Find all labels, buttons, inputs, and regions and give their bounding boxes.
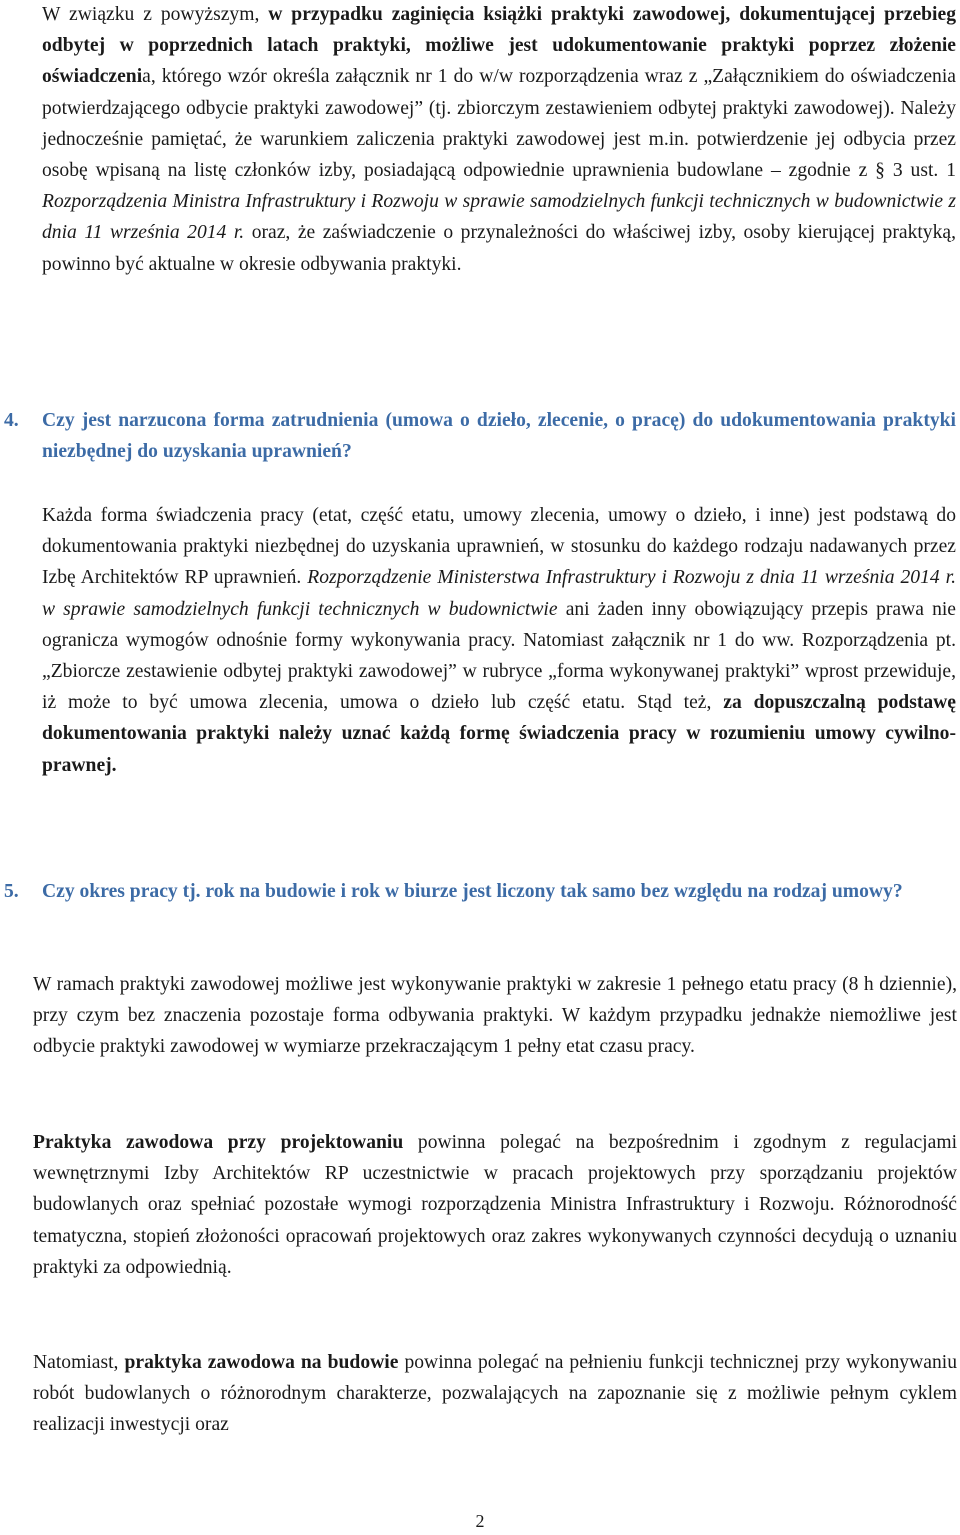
p1-italic-1: Rozporządzenia Ministra Infrastruktury i Rozwoju w sprawie samodzielnych funkcji technicznych w budownictwie z dnia 11 września 2014 r. (42, 191, 956, 244)
p2-text-2: ani żaden inny obowiązujący przepis prawa nie ogranicza wymogów odnośnie formy wykonywania pracy. Natomiast załącznik nr 1 do ww. Rozporządzenia pt. „Zbiorcze zestawienie odbytej praktyki zawodowej” w rubryce „forma wykonywanej praktyki” wprost przewiduje, iż może to być umowa zlecenia, umowa o dzieło lub część etatu. Stąd też, (42, 598, 957, 714)
p2-bold-1: za dopuszczalną podstawę dokumentowania praktyki należy uznać każdą formę świadczenia pracy w rozumieniu umowy cywilno-prawnej. (42, 692, 956, 776)
question-5-text: Czy okres pracy tj. rok na budowie i rok w biurze jest liczony tak samo bez względu na rodzaj umowy? (42, 881, 903, 902)
p1-bold-1: w przypadku zaginięcia książki praktyki zawodowej, dokumentującej przebieg odbytej w poprzednich latach praktyki, możliwe jest udokumentowanie praktyki poprzez złożenie oświadczeni (42, 4, 956, 88)
p1-text-2: a, którego wzór określa załącznik nr 1 do w/w rozporządzenia wraz z „Załącznikiem do oświadczenia potwierdzającego odbycie praktyki zawodowej” (tj. zbiorczym zestawieniem odbytej praktyki zawodowej). Należy jednocześnie pamiętać, że warunkiem zaliczenia praktyki zawodowej jest m.in. potwierdzenie jej odbycia przez osobę wpisaną na listę członków izby, posiadającą odpowiednie uprawnienia budowlane – zgodnie z § 3 ust. 1 (42, 66, 956, 182)
p1-text-1: W związku z powyższym, (42, 4, 269, 25)
p2-text-1: Każda forma świadczenia pracy (etat, część etatu, umowy zlecenia, umowy o dzieło, i inne) jest podstawą do dokumentowania praktyki niezbędnej do uzyskania uprawnień, w stosunku do każdego rodzaju nadawanych przez Izbę Architektów RP uprawnień. (42, 505, 956, 589)
p2-italic-1: Rozporządzenie Ministerstwa Infrastruktury i Rozwoju z dnia 11 września 2014 r. w sprawie samodzielnych funkcji technicznych w budownictwie (42, 567, 956, 620)
p4-text-1: powinna polegać na bezpośrednim i zgodnym z regulacjami wewnętrznymi Izby Architektów RP uczestnictwie w pracach projektowych przy sporządzaniu projektów budowlanych oraz spełniać pozostałe wymogi rozporządzenia Ministra Infrastruktury i Rozwoju. Różnorodność tematyczna, stopień złożoności opracowań projektowych oraz zakres wykonywanych czynności decydują o uznaniu praktyki za odpowiednią. (33, 1132, 958, 1278)
paragraph-site-practice (33, 1347, 957, 1441)
question-4-number: 4. (4, 410, 19, 431)
question-5-number: 5. (4, 881, 19, 902)
paragraph-design-practice (33, 1127, 957, 1283)
question-4-text: Czy jest narzucona forma zatrudnienia (umowa o dzieło, zlecenie, o pracę) do udokumentowania praktyki niezbędnej do uzyskania uprawnień? (42, 410, 956, 463)
paragraph-missing-logbook (42, 0, 956, 280)
question-5-heading (4, 876, 956, 907)
p5-bold-1: praktyka zawodowa na budowie (124, 1352, 399, 1373)
paragraph-employment-forms (42, 500, 956, 781)
question-4-heading (4, 405, 956, 467)
p4-bold-1: Praktyka zawodowa przy projektowaniu (33, 1132, 404, 1153)
paragraph-work-scope (33, 969, 957, 1063)
p5-text-2: powinna polegać na pełnieniu funkcji technicznej przy wykonywaniu robót budowlanych o różnorodnym charakterze, pozwalających na zapoznanie się z możliwie pełnym cyklem realizacji inwestycji oraz (33, 1352, 957, 1436)
p3-text-1: W ramach praktyki zawodowej możliwe jest wykonywanie praktyki w zakresie 1 pełnego etatu pracy (8 h dziennie), przy czym bez znaczenia pozostaje forma odbywania praktyki. W każdym przypadku jednakże niemożliwe jest odbycie praktyki zawodowej w wymiarze przekraczającym 1 pełny etat czasu pracy. (33, 974, 957, 1058)
p1-text-3: oraz, że zaświadczenie o przynależności do właściwej izby, osoby kierującej praktyką, powinno być aktualne w okresie odbywania praktyki. (42, 222, 956, 275)
page-number: 2 (475, 1511, 485, 1531)
p5-text-1: Natomiast, (33, 1352, 125, 1373)
